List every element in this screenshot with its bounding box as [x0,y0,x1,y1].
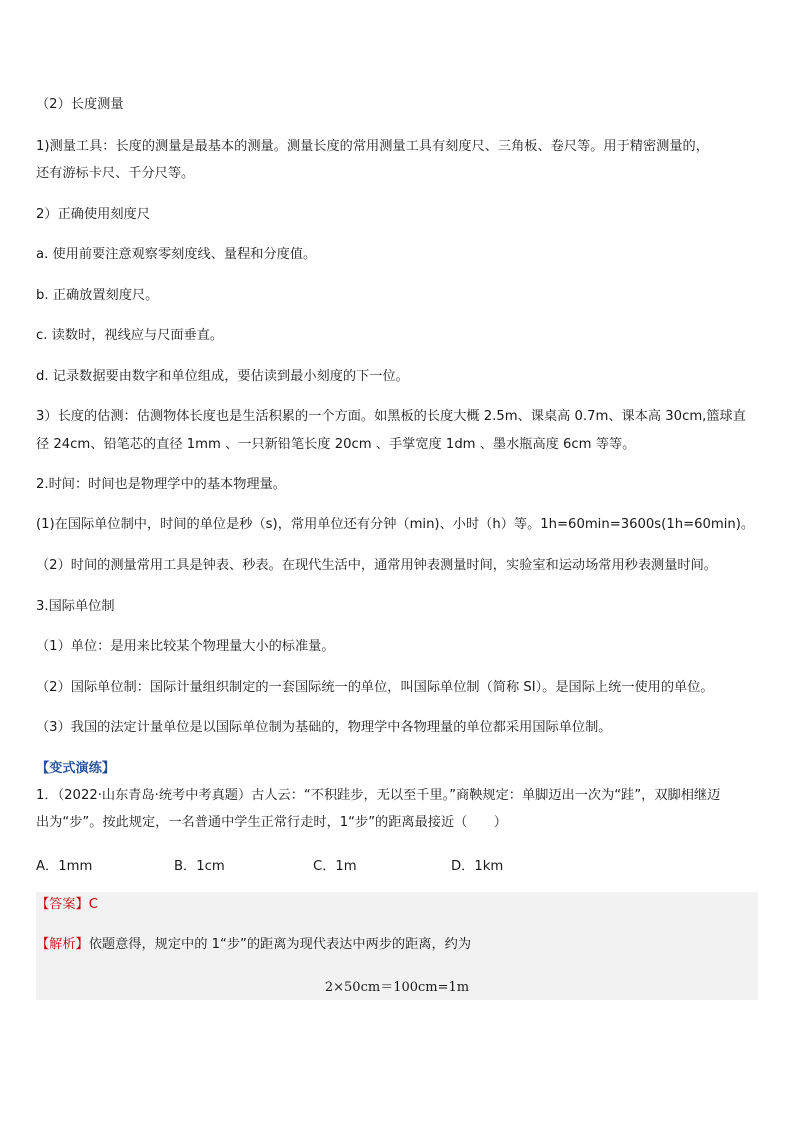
section-title: （2）长度测量 [36,97,124,112]
paragraph-estimate-line1: 3）长度的估测：估测物体长度也是生活积累的一个方面。如黑板的长度大概 2.5m、课桌高 0.7m、课本高 30cm,篮球直 [36,409,746,424]
answer-line [36,896,760,913]
analysis-label: 【解析】 [36,937,89,952]
paragraph-si-1: （1）单位：是用来比较某个物理量大小的标准量。 [36,639,335,654]
question-line1: 1．（2022·山东青岛·统考中考真题）古人云：“不积跬步，无以至千里。”商鞅规定：单脚迈出一次为“跬”，双脚相继迈 [36,788,721,803]
paragraph-time-title: 2.时间：时间也是物理学中的基本物理量。 [36,477,286,492]
paragraph-estimate-line2: 径 24cm、铅笔芯的直径 1mm 、一只新铅笔长度 20cm 、手掌宽度 1dm 、墨水瓶高度 6cm 等等。 [36,437,636,452]
paragraph-tools-line1: 1)测量工具：长度的测量是最基本的测量。测量长度的常用测量工具有刻度尺、三角板、卷尺等。用于精密测量的， [36,139,709,154]
paragraph-time-1: (1)在国际单位制中，时间的单位是秒（s)，常用单位还有分钟（min)、小时（h）等。1h=60min=3600s(1h=60min)。 [36,517,755,532]
practice-heading: 【变式演练】 [36,761,116,776]
option-a: A．1mm [36,859,93,874]
paragraph-ruler-d: d. 记录数据要由数字和单位组成，要估读到最小刻度的下一位。 [36,369,409,384]
question-line2: 出为“步”。按此规定，一名普通中学生正常行走时，1“步”的距离最接近（ ） [36,815,507,830]
analysis-line [36,936,760,953]
answer-label: 【答案】 [36,897,89,912]
paragraph-si-2: （2）国际单位制：国际计量组织制定的一套国际统一的单位，叫国际单位制（简称 SI）。是国际上统一使用的单位。 [36,680,714,695]
paragraph-si-3: （3）我国的法定计量单位是以国际单位制为基础的，物理学中各物理量的单位都采用国际单位制。 [36,720,612,735]
option-c: C．1m [313,859,357,874]
paragraph-ruler-c: c. 读数时，视线应与尺面垂直。 [36,328,224,343]
paragraph-tools-line2: 还有游标卡尺、千分尺等。 [36,166,195,181]
paragraph-ruler-b: b. 正确放置刻度尺。 [36,288,159,303]
option-b: B．1cm [174,859,225,874]
formula: 2×50cm＝100cm=1m [324,980,470,995]
paragraph-ruler-a: a. 使用前要注意观察零刻度线、量程和分度值。 [36,247,317,262]
answer-value: C [88,897,98,912]
paragraph-si-title: 3.国际单位制 [36,599,115,614]
analysis-text: 依题意得，规定中的 1“步”的距离为现代表达中两步的距离，约为 [88,937,472,952]
paragraph-ruler-title: 2）正确使用刻度尺 [36,207,150,222]
option-d: D．1km [451,859,504,874]
paragraph-time-2: （2）时间的测量常用工具是钟表、秒表。在现代生活中，通常用钟表测量时间，实验室和运动场常用秒表测量时间。 [36,558,717,573]
